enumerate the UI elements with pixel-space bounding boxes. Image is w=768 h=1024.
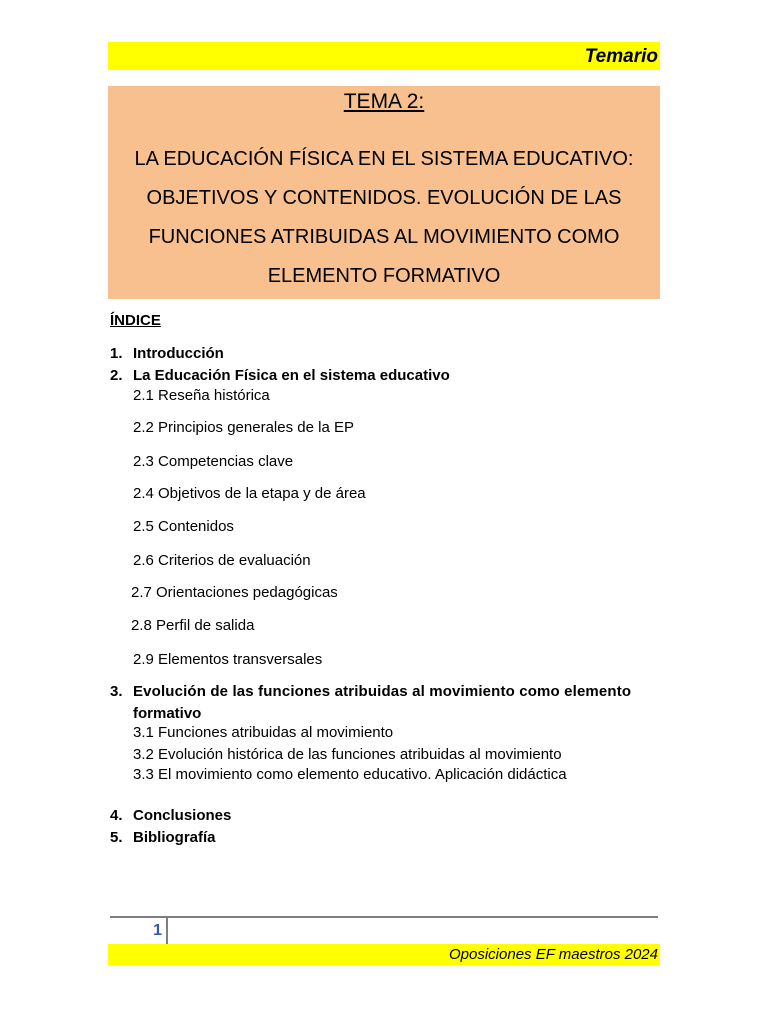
header-title: Temario	[584, 46, 658, 67]
page-number-separator	[166, 918, 168, 944]
toc-section-label: La Educación Física en el sistema educativo	[133, 367, 450, 384]
toc-subitem-label: 2.4 Objetivos de la etapa y de área	[133, 485, 366, 502]
toc-section-label: Bibliografía	[133, 829, 216, 846]
toc-section-label: Conclusiones	[133, 807, 232, 824]
toc-subitem-label: 3.3 El movimiento como elemento educativo. Aplicación didáctica	[133, 766, 567, 783]
toc-subitem-label: 2.9 Elementos transversales	[133, 651, 323, 668]
toc-section-number: 2.	[110, 367, 123, 384]
toc-section-number: 4.	[110, 807, 123, 824]
toc-section-number: 5.	[110, 829, 123, 846]
footer-divider	[110, 916, 658, 918]
index-heading: ÍNDICE	[110, 312, 161, 329]
toc-subitem-label: 2.2 Principios generales de la EP	[133, 419, 354, 436]
title-line: ELEMENTO FORMATIVO	[267, 265, 501, 287]
toc-subitem-label: 3.2 Evolución histórica de las funciones atribuidas al movimiento	[133, 746, 562, 763]
title-line: FUNCIONES ATRIBUIDAS AL MOVIMIENTO COMO	[148, 226, 620, 248]
tema-label: TEMA 2:	[343, 90, 425, 113]
title-lines	[108, 140, 660, 296]
toc-section-number: 3.	[110, 683, 123, 700]
toc-subitem-label: 2.6 Criterios de evaluación	[133, 552, 311, 569]
title-line: OBJETIVOS Y CONTENIDOS. EVOLUCIÓN DE LAS	[146, 187, 622, 209]
footer-text: Oposiciones EF maestros 2024	[449, 946, 658, 963]
toc-section-label: Evolución de las funciones atribuidas al movimiento como elemento	[133, 683, 632, 700]
toc-subitem-label: 2.3 Competencias clave	[133, 453, 294, 470]
header-bar	[108, 42, 660, 70]
page-number: 1	[153, 922, 162, 939]
toc-subitem-label: 2.5 Contenidos	[133, 518, 234, 535]
footer-bar	[108, 944, 660, 965]
toc-subitem-label: 3.1 Funciones atribuidas al movimiento	[133, 724, 394, 741]
toc-subitem-label: 2.7 Orientaciones pedagógicas	[131, 584, 338, 601]
toc-section-label: formativo	[133, 705, 202, 722]
title-box	[108, 86, 660, 299]
toc-section-number: 1.	[110, 345, 123, 362]
title-line: LA EDUCACIÓN FÍSICA EN EL SISTEMA EDUCATIVO:	[134, 148, 634, 170]
toc-section-label: Introducción	[133, 345, 224, 362]
toc-subitem-label: 2.8 Perfil de salida	[131, 617, 255, 634]
toc-subitem-label: 2.1 Reseña histórica	[133, 387, 270, 404]
